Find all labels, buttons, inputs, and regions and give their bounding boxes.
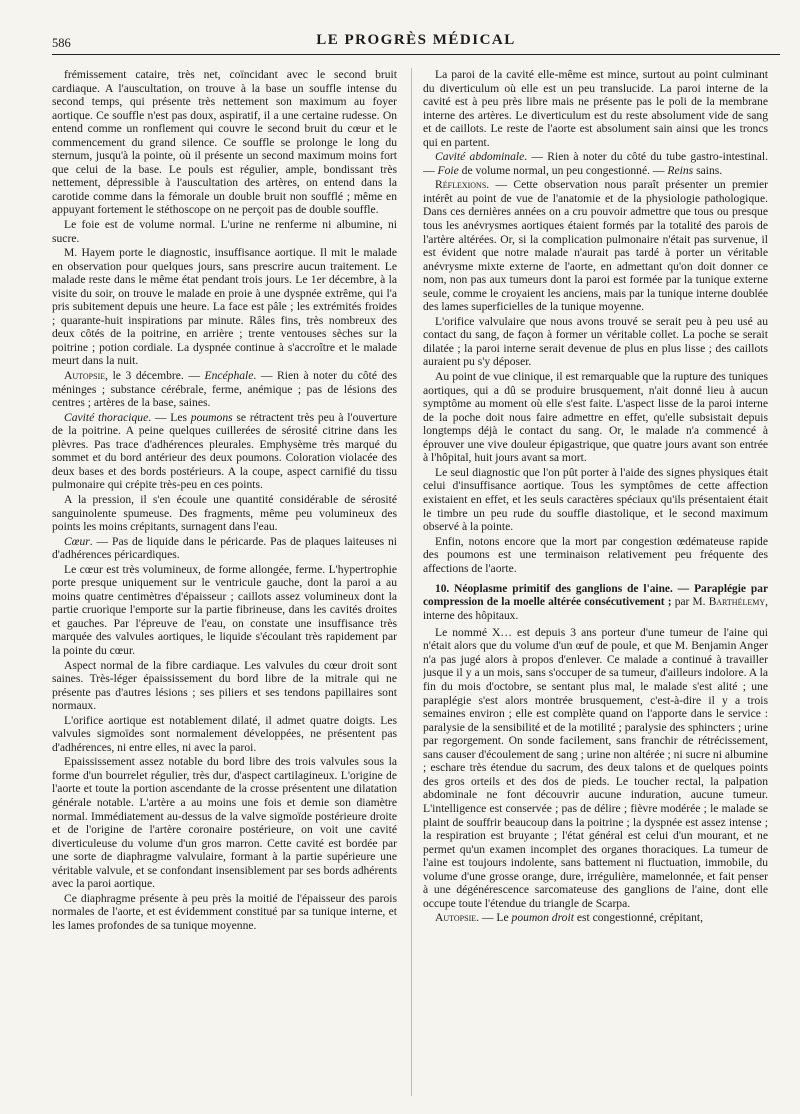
section-author-suffix: , interne des hôpitaux. [423,596,768,622]
coeur-paragraph [52,535,397,562]
page-number: 586 [52,36,71,50]
paragraph: A la pression, il s'en écoule une quantité considérable de sérosité sanguinolente spumeuse. Des fragments, même peu volumineux des points les moins crépitants, surnagent dans l'eau. [52,492,397,534]
paragraph: La paroi de la cavité elle-même est mince, surtout au point culminant du diverticulum où elle est un peu translucide. La paroi interne de la cavité est à peu près libre mais ne présente pas le poli de la membrane interne des artères. Le diverticulum est du reste absolument vide de sang et de caillots. Le reste de l'aorte est absolument sain ainsi que les troncs qui en partent. [423,68,768,149]
paragraph: Epaississement assez notable du bord libre des trois valvules sous la forme d'un bourrelet régulier, très dur, d'aspect cartilagineux. L'origine de l'aorte et toute la portion ascendante de la crosse présentent une dilatation générale notable. L'artère a au moins une fois et demie son diamètre normal. Immédiatement au-dessus de la valve sigmoïde postérieure droite et de l'origine de l'artère coronaire postérieure, on voit une cavité diverticuleuse du volume d'un gros marron. Cette cavité est bordée par une sorte de diaphragme valvulaire, formant à la partie supérieure une véritable valvule, et se confondant insensiblement par ses bords adhérents avec la paroi aortique. [52,755,397,891]
autopsy-label: Autopsie [64,369,106,383]
paragraph-text: sains. [693,163,723,177]
paragraph-text: se rétractent très peu à l'ouverture de la poitrine. A peine quelques cuillerées de sérosité citrine dans les plèvres. Pas trace d'adhérences pleurales. Emphysème très marqué du sommet et du bord antérieur des deux poumons. Coloration violacée des deux bases et des bords postérieurs. A la coupe, aspect carnifié du tissu pulmonaire qui crépite très-peu en ces points. [52,410,397,492]
coeur-heading: Cœur [64,534,90,548]
abdomen-paragraph [423,150,768,177]
paragraph-text: est congestionné, crépitant, [573,911,704,925]
autopsy-date: , le 3 décembre. — [105,369,205,383]
poumon-droit-term: poumon droit [511,911,574,925]
paragraph: Aspect normal de la fibre cardiaque. Les valvules du cœur droit sont saines. Très-léger épaississement du bord libre de la mitrale qui ne présente pas d'autres lésions ; ses piliers et ses tendons papillaires sont normaux. [52,658,397,713]
foie-term: Foie [437,163,459,177]
autopsy-paragraph [423,911,768,925]
paragraph-text: . — Rien à noter du côté du tube gastro-intestinal. — [423,150,768,177]
paragraph: Le cœur est très volumineux, de forme allongée, ferme. L'hypertrophie porte presque uniquement sur le ventricule gauche, dont la paroi a au moins quatre centimètres d'épaisseur ; caillots assez volumineux dont la partie cruorique l'emporte sur la partie fibrineuse, dans les cavités droites et gauches. Par l'épreuve de l'eau, on constate une insuffisance très marquée des valvules aortiques, le liquide s'écoulant très rapidement par la pointe du cœur. [52,562,397,657]
paragraph: M. Hayem porte le diagnostic, insuffisance aortique. Il mit le malade en observation pour quelques jours, sans prescrire aucun traitement. Le malade reste dans le même état pendant trois jours. Le 1er décembre, à la visite du soir, on trouve le malade en proie à une dyspnée extrême, qui l'a pris subitement depuis une heure. La face est pâle ; les extrémités froides ; quarante-huit inspirations par minute. Râles fins, très nombreux des deux côtés de la poitrine, en arrière ; trente ventouses sèches sur la poitrine ; potion cordiale. La dyspnée continue à s'accroître et le malade meurt dans la nuit. [52,246,397,368]
thorax-heading: Cavité thoracique [64,410,149,424]
column-divider [411,68,412,1096]
poumons-term: poumons [190,410,233,424]
paragraph: L'orifice valvulaire que nous avons trouvé se serait peu à peu usé au contact du sang, de façon à former un véritable collet. La poche se serait dilatée ; la paroi interne serait devenue de plus en plus lisse ; des caillots auraient pu s'y déposer. [423,314,768,369]
paragraph-text: . — Pas de liquide dans le péricarde. Pas de plaques laiteuses ni d'adhérences péricardiques. [52,534,397,562]
reins-term: Reins [667,163,694,177]
autopsy-label: Autopsie [435,911,477,925]
left-column [52,68,397,1096]
section-author-prefix: par M. [674,596,709,609]
journal-title: LE PROGRÈS MÉDICAL [316,32,516,48]
paragraph-text: . — Le [476,911,512,925]
section-author: Barthélemy [708,596,766,609]
paragraph-text: . — Cette observation nous paraît présenter un premier intérêt au point de vue de l'anatomie et de la physiologie pathologique. Dans ces dernières années on a cru pouvoir admettre que tous ou presque tous les anévrysmes aortiques étaient formés par la totalité des parois de l'artère altérées. Or, si la complication pulmonaire n'était pas survenue, il est évident que notre malade n'aurait pas tardé à porter un véritable anévrysme mixte externe de l'aorte, en admettant qu'on doit donner ce nom, non pas aux tumeurs dont la paroi est formée par la tunique externe seule, comme le croyaient les anciens, mais par la tunique interne doublée des lames superficielles de la tunique moyenne. [423,178,768,314]
reflexions-label: Réflexions [435,178,487,192]
paragraph: Le nommé X… est depuis 3 ans porteur d'une tumeur de l'aine qui n'était alors que du volume d'un œuf de poule, et que M. Benjamin Anger n'a pas jugé alors à propos d'enlever. Ce malade a continué à travailler jusque il y a un mois, sans s'occuper de sa tumeur, d'ailleurs indolore. A la fin du mois d'octobre, se sentant plus mal, le malade s'est alité ; une paraplégie s'est alors montrée brusquement, c'est-à-dire il y a trois semaines environ ; elle est complète quand on l'apporte dans le service : paralysie de la sensibilité et de la motilité ; paralysie des sphincters ; urine par regorgement. On sonde facilement, sans franchir de rétrécissement, sans causer d'écoulement de sang ; urine non altérée ; ni sucre ni albumine ; eschare très étendue du sacrum, des deux talons et de quelques points des gros orteils et des dos de pieds. Le toucher rectal, la palpation abdominale ne font découvrir aucune induration, aucune tumeur. L'intelligence est conservée ; pas de délire ; fièvre modérée ; le malade se plaint de souffrir beaucoup dans la poitrine ; la dyspnée est assez intense ; la respiration est bruyante ; l'état général est celui d'un mourant, et ne permet qu'un examen incomplet des organes thoraciques. La tumeur de l'aine est toujours indolente, sans battement ni fluctuation, immobile, du volume d'une grosse orange, dure, irrégulière, mamelonnée, et fait penser à une dégénérescence sarcomateuse des ganglions de l'aine, dont elle occupe toute l'étendue du triangle de Scarpa. [423,625,768,910]
abdomen-heading: Cavité abdominale [435,150,525,164]
paragraph: Le seul diagnostic que l'on pût porter à l'aide des signes physiques était celui d'insuffisance aortique. Tous les symptômes de cette affection existaient en effet, et les seuls caractères spéciaux qu'ils présentaient était le timbre un peu rude du souffle diastolique, et le second maximum observé à la pointe. [423,465,768,534]
paragraph-text: . — Rien à noter du côté des méninges ; substance cérébrale, ferme, anémique ; pas de lésions des centres ; artères de la base, saines. [52,369,397,410]
paragraph: L'orifice aortique est notablement dilaté, il admet quatre doigts. Les valvules sigmoïdes sont normalement développées, ne présentent pas d'adhérences, ni entre elles, ni avec la paroi. [52,713,397,754]
autopsy-paragraph [52,369,397,410]
header-rule [52,54,780,55]
section-title: 10. Néoplasme primitif des ganglions de l'aine. — Paraplégie par compression de la moelle altérée consécutivement ; [423,583,768,609]
reflexions-paragraph [423,178,768,313]
right-column [423,68,768,1096]
journal-page [52,32,780,1102]
section-heading [423,583,768,623]
paragraph: frémissement cataire, très net, coïncidant avec le second bruit cardiaque. A l'auscultation, on trouve à la base un souffle intense du second temps, qui présente très nettement son maximum au foyer aortique. Ce souffle n'est pas doux, aspiratif, il a une certaine rudesse. On entend comme un ronflement qui couvre le second bruit du cœur et le commencement du grand silence. Ce souffle se prolonge le long du sternum, jusqu'à la pointe, où il présente un second maximum moins fort que celui de la base. Le pouls est régulier, ample, bondissant très nettement, dépressible à l'auscultation des artères, on entend dans la carotide comme dans la fémorale un double bruit non soufflé ; même en appuyant fortement le stéthoscope on ne perçoit pas de double souffle. [52,68,397,217]
thorax-paragraph [52,411,397,492]
paragraph: Enfin, notons encore que la mort par congestion œdémateuse rapide des poumons est une terminaison relativement peu fréquente des affections de l'aorte. [423,534,768,575]
page-header [52,32,780,54]
paragraph-text: . — Les [148,410,191,424]
encephale-heading: Encéphale [204,369,254,383]
paragraph: Au point de vue clinique, il est remarquable que la rupture des tuniques aortiques, qui a dû se produire brusquement, n'ait donné lieu à aucun symptôme au moment où elle s'est faite. L'aspect lisse de la paroi interne de la poche doit nous faire admettre en effet, qu'elle subsistait depuis longtemps déjà le contact du sang. Or, le malade n'a commencé à éprouver une vive douleur épigastrique, que quatre jours avant son entrée à l'hôpital, huit jours avant sa mort. [423,370,768,465]
paragraph: Le foie est de volume normal. L'urine ne renferme ni albumine, ni sucre. [52,218,397,245]
paragraph-text: de volume normal, un peu congestionné. — [458,163,668,177]
paragraph: Ce diaphragme présente à peu près la moitié de l'épaisseur des parois normales de l'aorte, et est évidemment constitué par sa tunique interne, et les lames profondes de sa tunique moyenne. [52,891,397,932]
